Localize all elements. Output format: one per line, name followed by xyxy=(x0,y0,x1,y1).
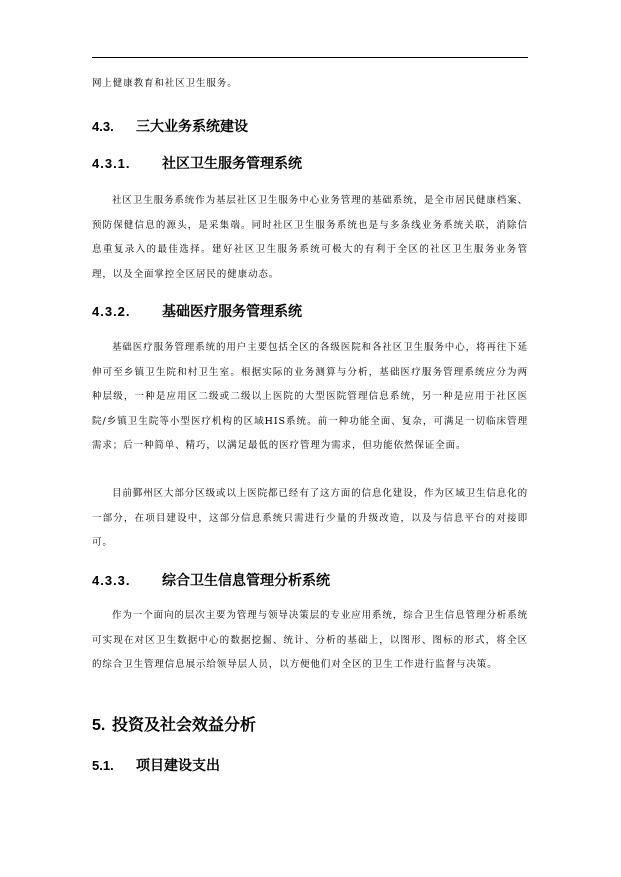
heading-title: 综合卫生信息管理分析系统 xyxy=(162,573,330,589)
heading-number: 4.3.1. xyxy=(92,156,131,171)
heading-5-1 xyxy=(92,756,528,776)
heading-number: 5. xyxy=(92,717,106,734)
heading-4-3 xyxy=(92,117,528,137)
heading-title: 社区卫生服务管理系统 xyxy=(162,156,302,172)
heading-4-3-2 xyxy=(92,302,528,322)
heading-4-3-1 xyxy=(92,154,528,174)
heading-title: 投资及社会效益分析 xyxy=(112,715,257,734)
paragraph-4-3-2-b: 目前鄞州区大部分区级或以上医院都已经有了这方面的信息化建设，作为区域卫生信息化的一部分，在项目建设中，这部分信息系统只需进行少量的升级改造，以及与信息平台的对接即可。 xyxy=(92,488,529,548)
paragraph-4-3-1: 社区卫生服务系统作为基层社区卫生服务中心业务管理的基础系统，是全市居民健康档案、预防保健信息的源头，是采集端。同时社区卫生服务系统也是与多条线业务系统关联，消除信息重复录入的最佳选择。建好社区卫生服务系统可极大的有利于全区的社区卫生服务业务管理，以及全面掌控全区居民的健康动态。 xyxy=(92,195,529,280)
heading-number: 4.3.3. xyxy=(92,573,131,588)
header-rule xyxy=(92,57,528,58)
heading-title: 项目建设支出 xyxy=(136,758,220,774)
heading-4-3-3 xyxy=(92,571,528,591)
heading-number: 4.3.2. xyxy=(92,304,131,319)
heading-title: 三大业务系统建设 xyxy=(136,119,248,135)
heading-5 xyxy=(92,714,528,737)
heading-title: 基础医疗服务管理系统 xyxy=(162,304,302,320)
heading-number: 4.3. xyxy=(92,119,114,134)
heading-number: 5.1. xyxy=(92,758,114,773)
continuation-paragraph: 网上健康教育和社区卫生服务。 xyxy=(92,78,238,89)
paragraph-4-3-2-a: 基础医疗服务管理系统的用户主要包括全区的各级医院和各社区卫生服务中心，将再往下延伸可至乡镇卫生院和村卫生室。根据实际的业务测算与分析，基础医疗服务管理系统应分为两种层级，一种是应用区二级或二级以上医院的大型医院管理信息系统，另一种是应用于社区医院/乡镇卫生院等小型医疗机构的区域HIS系统。前一种功能全面、复杂，可满足一切临床管理需求；后一种简单、精巧，以满足最低的医疗管理为需求，但功能依然保证全面。 xyxy=(92,342,529,451)
paragraph-4-3-3: 作为一个面向的层次主要为管理与领导决策层的专业应用系统，综合卫生信息管理分析系统可实现在对区卫生数据中心的数据挖掘、统计、分析的基础上，以图形、图标的形式，将全区的综合卫生管理信息展示给领导层人员，以方便他们对全区的卫生工作进行监督与决策。 xyxy=(92,610,529,670)
